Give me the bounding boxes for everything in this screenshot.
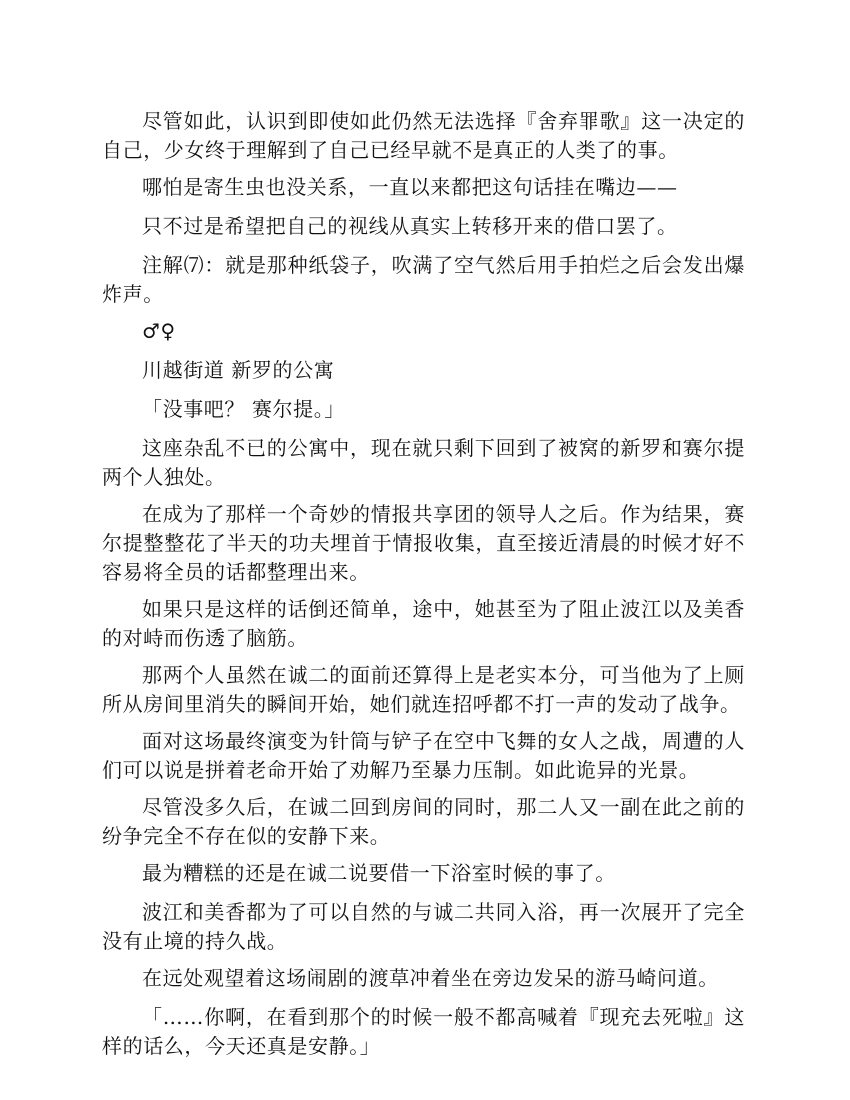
dialogue-paragraph: 「没事吧？ 赛尔提。」 (142, 397, 345, 421)
paragraph: 面对这场最终演变为针筒与铲子在空中飞舞的女人之战，周遭的人们可以说是拼着老命开始了劝解乃至暴力压制。如此诡异的光景。 (102, 729, 745, 782)
paragraph: 波江和美香都为了可以自然的与诚二共同入浴，再一次展开了完全没有止境的持久战。 (102, 900, 745, 953)
paragraph: 如果只是这样的话倒还简单，途中，她甚至为了阻止波江以及美香的对峙而伤透了脑筋。 (102, 597, 745, 650)
paragraph: 尽管如此，认识到即使如此仍然无法选择『舍弃罪歌』这一决定的自己，少女终于理解到了自己已经早就不是真正的人类了的事。 (102, 109, 745, 162)
paragraph: 这座杂乱不已的公寓中，现在就只剩下回到了被窝的新罗和赛尔提两个人独处。 (102, 436, 745, 489)
paragraph: 哪怕是寄生虫也没关系，一直以来都把这句话挂在嘴边—— (142, 175, 678, 199)
paragraph: 在成为了那样一个奇妙的情报共享团的领导人之后。作为结果，赛尔提整整花了半天的功夫埋首于情报收集，直至接近清晨的时候才好不容易将全员的话都整理出来。 (102, 502, 745, 584)
paragraph: 最为糟糕的还是在诚二说要借一下浴室时候的事了。 (142, 861, 616, 885)
paragraph: 只不过是希望把自己的视线从真实上转移开来的借口罢了。 (142, 214, 678, 238)
document-page (102, 107, 745, 1069)
scene-break-symbol: ♂♀ (142, 319, 176, 343)
footnote-paragraph: 注解⑺：就是那种纸袋子，吹满了空气然后用手拍烂之后会发出爆炸声。 (102, 253, 745, 306)
paragraph: 尽管没多久后，在诚二回到房间的同时，那二人又一副在此之前的纷争完全不存在似的安静下来。 (102, 795, 745, 848)
paragraph: 在远处观望着这场闹剧的渡草冲着坐在旁边发呆的游马崎问道。 (142, 966, 719, 990)
scene-location-heading: 川越街道 新罗的公寓 (142, 358, 335, 382)
dialogue-paragraph: 「……你啊，在看到那个的时候一般不都高喊着『现充去死啦』这样的话么，今天还真是安静。」 (102, 1005, 745, 1058)
paragraph: 那两个人虽然在诚二的面前还算得上是老实本分，可当他为了上厕所从房间里消失的瞬间开始，她们就连招呼都不打一声的发动了战争。 (102, 663, 745, 716)
